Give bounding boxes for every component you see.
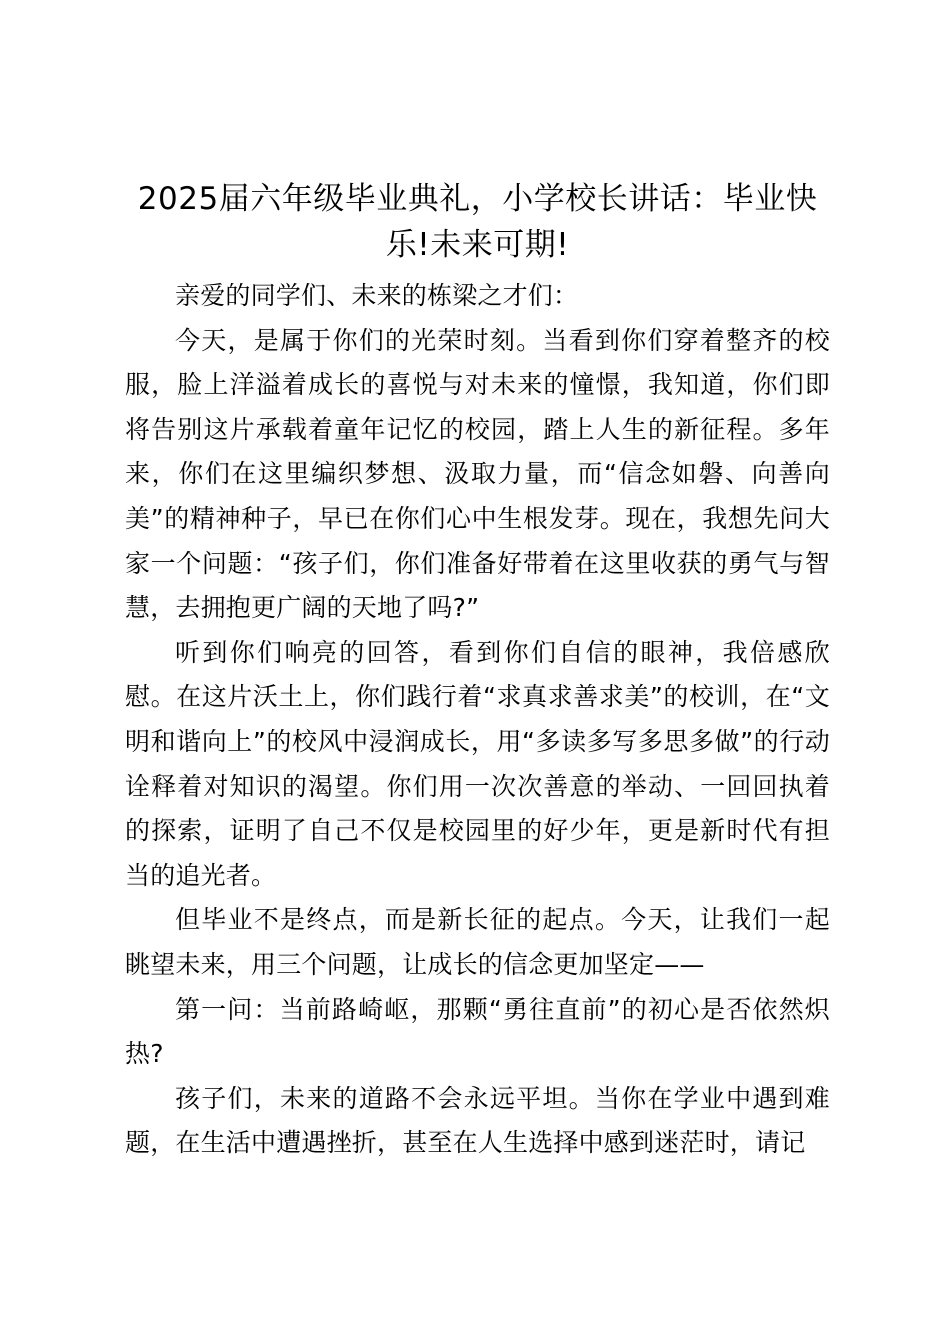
paragraph-salutation: 亲爱的同学们、未来的栋梁之才们： bbox=[175, 281, 579, 310]
paragraph-3: 但毕业不是终点，而是新长征的起点。今天，让我们一起眺望未来，用三个问题，让成长的信念更加坚定—— bbox=[125, 905, 830, 979]
paragraph-5: 孩子们，未来的道路不会永远平坦。当你在学业中遇到难题，在生活中遭遇挫折，甚至在人生选择中感到迷茫时，请记 bbox=[125, 1083, 830, 1158]
document-body bbox=[125, 176, 830, 1166]
paragraph-2: 听到你们响亮的回答，看到你们自信的眼神，我倍感欣慰。在这片沃土上，你们践行着“求真求善求美”的校训，在“文明和谐向上”的校风中浸润成长，用“多读多写多思多做”的行动诠释着对知识的渴望。你们用一次次善意的举动、一回回执着的探索，证明了自己不仅是校园里的好少年，更是新时代有担当的追光者。 bbox=[125, 637, 830, 890]
document-title: 2025届六年级毕业典礼，小学校长讲话：毕业快乐!未来可期! bbox=[137, 181, 818, 263]
paragraph-question-1: 第一问：当前路崎岖，那颗“勇往直前”的初心是否依然炽热? bbox=[125, 994, 830, 1069]
paragraph-1: 今天，是属于你们的光荣时刻。当看到你们穿着整齐的校服，脸上洋溢着成长的喜悦与对未来的憧憬，我知道，你们即将告别这片承载着童年记忆的校园，踏上人生的新征程。多年来，你们在这里编织梦想、汲取力量，而“信念如磐、向善向美”的精神种子，早已在你们心中生根发芽。现在，我想先问大家一个问题：“孩子们，你们准备好带着在这里收获的勇气与智慧，去拥抱更广阔的天地了吗?” bbox=[125, 325, 830, 623]
